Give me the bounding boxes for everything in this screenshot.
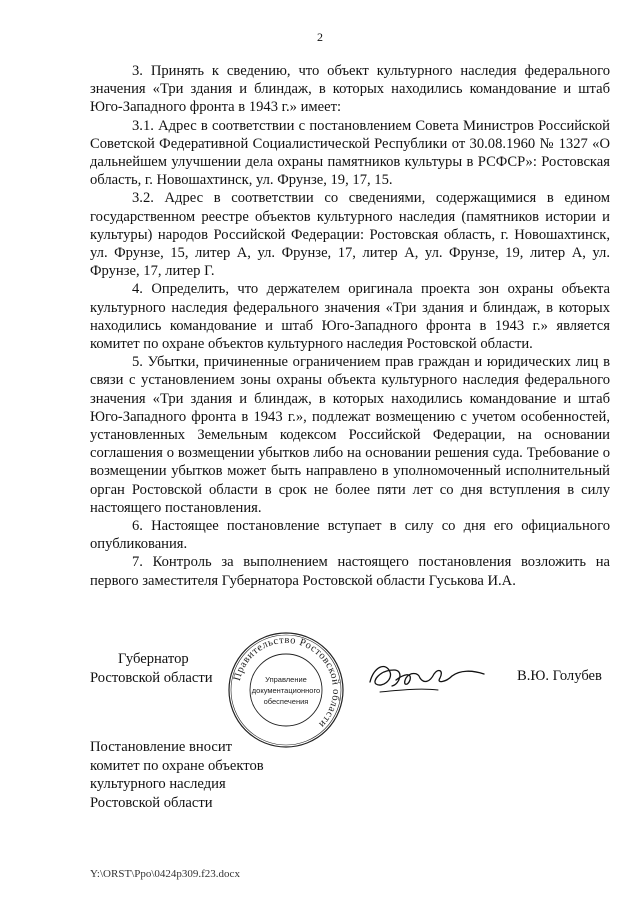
signer-position xyxy=(90,650,213,687)
seal-outer-text: Правительство Ростовской области xyxy=(231,634,342,730)
paragraph-7: 7. Контроль за выполнением настоящего постановления возложить на первого заместителя Губернатора Ростовской области Гуськова И.А. xyxy=(90,554,610,589)
seal-inner-line-1: Управление xyxy=(265,675,307,684)
paragraph-3-1: 3.1. Адрес в соответствии с постановлением Совета Министров Российской Советской Федеративной Социалистической Республики от 30.08.1960 № 1327 «О дальнейшем улучшении дела охраны памятников культуры в РСФСР»: Ростовская область, г. Новошахтинск, ул. Фрунзе, 19, 17, 15. xyxy=(90,117,610,189)
paragraph-4: 4. Определить, что держателем оригинала проекта зон охраны объекта культурного наследия федерального значения «Три здания и блиндаж, в которых находились командование и штаб Юго-Западного фронта в 1943 г.» является комитет по охране объектов культурного наследия Ростовской области. xyxy=(90,281,610,353)
submission-note xyxy=(90,738,264,812)
official-seal xyxy=(226,630,346,750)
paragraph-3-2: 3.2. Адрес в соответствии со сведениями, содержащимися в едином государственном реестре объектов культурного наследия (памятников истории и культуры) народов Российской Федерации: Ростовская область, г. Новошахтинск, ул. Фрунзе, 15, литер А, ул. Фрунзе, 17, литер А, ул. Фрунзе, 19, литер А, ул. Фрунзе, 17, литер Г. xyxy=(90,190,610,280)
signature-block xyxy=(0,630,640,750)
paragraph-5: 5. Убытки, причиненные ограничением прав граждан и юридических лиц в связи с установлением зоны охраны объекта культурного наследия федерального значения «Три здания и блиндаж, в которых находились командование и штаб Юго-Западного фронта в 1943 г.», подлежат возмещению с учетом особенностей, установленных Земельным кодексом Российской Федерации, на основании соглашения о возмещении убытков либо на основании решения суда. Требование о возмещении убытков может быть направлено в уполномоченный исполнительный орган Ростовской области в срок не более пяти лет со дня вступления в силу настоящего постановления. xyxy=(90,354,610,516)
paragraph-3: 3. Принять к сведению, что объект культурного наследия федерального значения «Три здания и блиндаж, в которых находились командование и штаб Юго-Западного фронта в 1943 г.» имеет: xyxy=(90,63,610,116)
seal-inner-line-3: обеспечения xyxy=(263,697,309,706)
position-line-1: Губернатор xyxy=(118,651,189,667)
note-line-2: комитет по охране объектов xyxy=(90,757,264,774)
note-line-1: Постановление вносит xyxy=(90,739,233,755)
page-number: 2 xyxy=(317,30,323,44)
signer-name: В.Ю. Голубев xyxy=(517,668,602,684)
seal-inner-line-2: документационного xyxy=(251,686,321,695)
document-body xyxy=(90,62,610,590)
file-path: Y:\ORST\Ppo\0424p309.f23.docx xyxy=(90,868,240,880)
paragraph-6: 6. Настоящее постановление вступает в силу со дня его официального опубликования. xyxy=(90,518,610,553)
handwritten-signature xyxy=(360,652,490,702)
note-line-4: Ростовской области xyxy=(90,794,213,811)
position-line-2: Ростовской области xyxy=(90,669,213,686)
note-line-3: культурного наследия xyxy=(90,776,226,793)
